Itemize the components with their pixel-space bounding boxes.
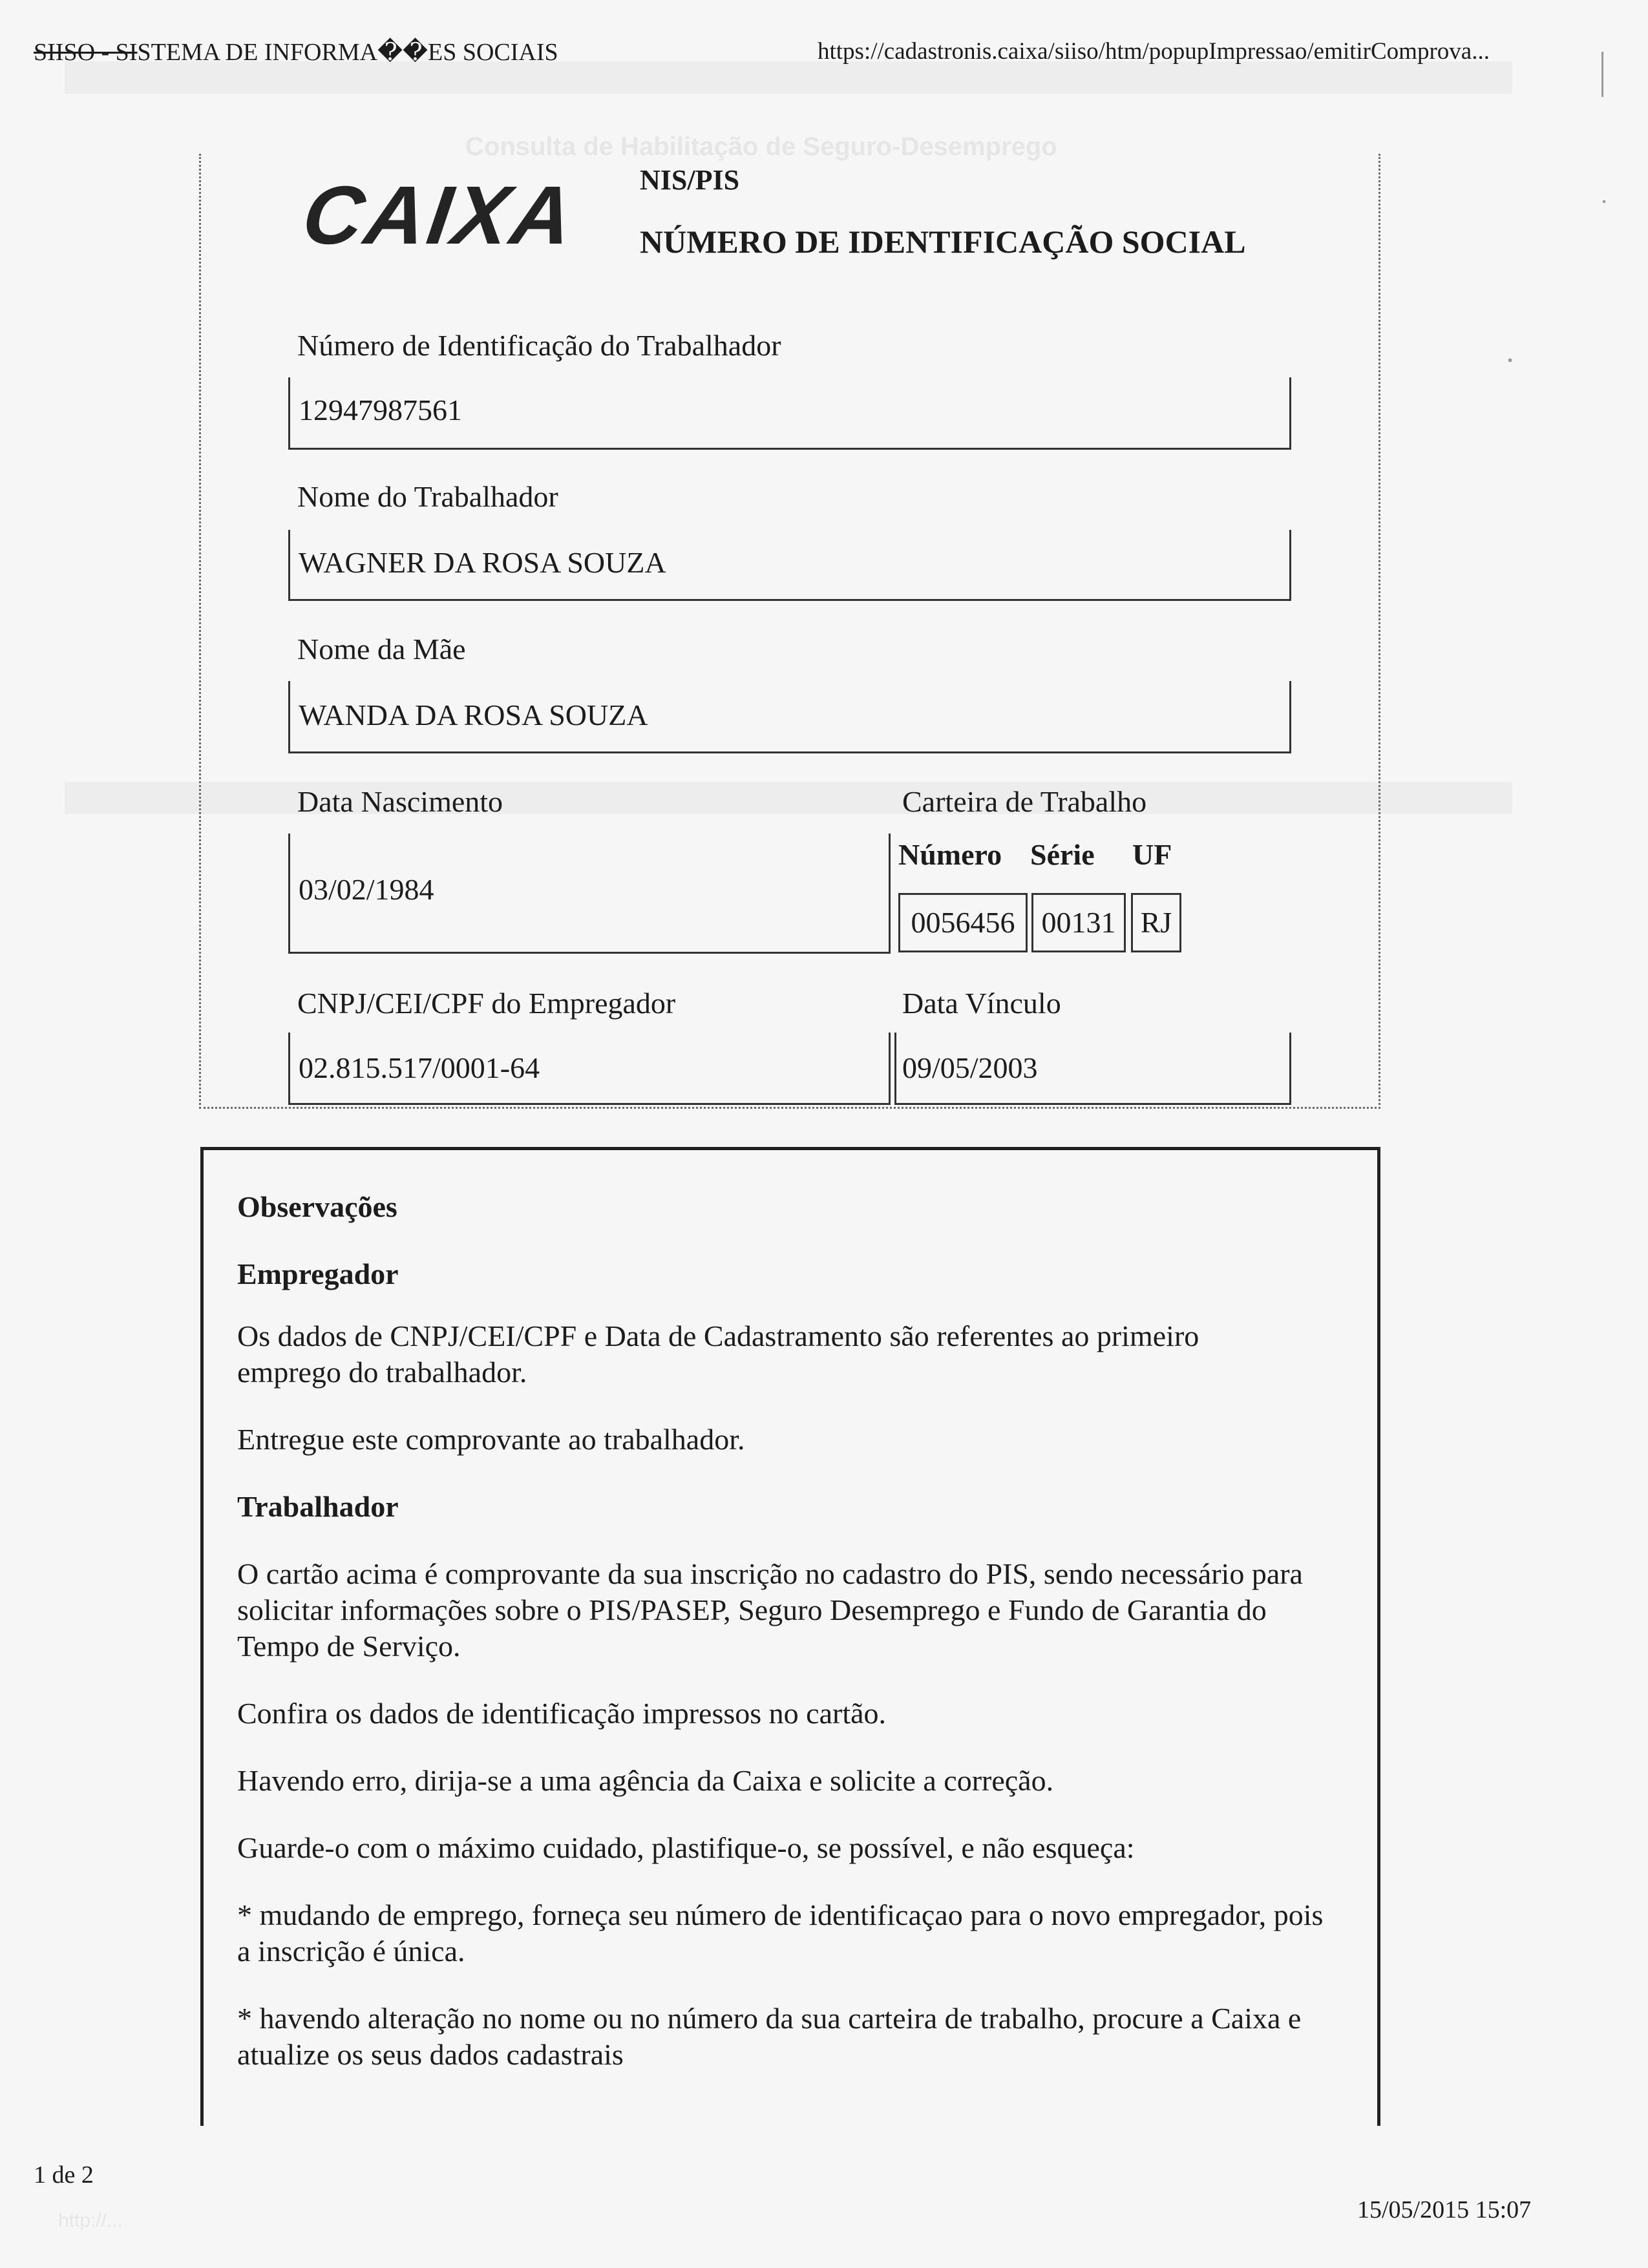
scan-mark [1601, 52, 1603, 97]
worker-name-label: Nome do Trabalhador [297, 480, 558, 513]
employer-paragraph-2: Entregue este comprovante ao trabalhador. [237, 1423, 745, 1456]
ctps-serie-value: 00131 [1031, 893, 1126, 952]
print-datetime: 15/05/2015 15:07 [1357, 2196, 1532, 2223]
worker-name-value: WAGNER DA ROSA SOUZA [299, 546, 666, 579]
nit-value: 12947987561 [299, 394, 462, 426]
ctps-numero-header: Número [898, 838, 1002, 871]
worker-paragraph-6: * havendo alteração no nome ou no número da sua carteira de trabalho, procure a Caixa e atualize os seus dados cadastrais [237, 2002, 1302, 2071]
birth-date-value: 03/02/1984 [299, 873, 434, 906]
worker-paragraph-5: * mudando de emprego, forneça seu número de identificaçao para o novo empregador, pois a inscrição é única. [237, 1898, 1324, 1968]
employer-id-label: CNPJ/CEI/CPF do Empregador [297, 987, 676, 1020]
bond-date-value: 09/05/2003 [902, 1051, 1038, 1084]
employer-heading: Empregador [237, 1257, 399, 1290]
worker-paragraph-3: Havendo erro, dirija-se a uma agência da Caixa e solicite a correção. [237, 1764, 1054, 1797]
employer-id-value: 02.815.517/0001-64 [299, 1051, 540, 1084]
nit-label: Número de Identificação do Trabalhador [297, 329, 781, 362]
print-header-title: SIISO - SISTEMA DE INFORMA��ES SOCIAIS [34, 39, 558, 66]
worker-paragraph-2: Confira os dados de identificação impressos no cartão. [237, 1697, 887, 1730]
mother-name-value: WANDA DA ROSA SOUZA [299, 698, 648, 731]
worker-paragraph-1: O cartão acima é comprovante da sua inscrição no cadastro do PIS, sendo necessário para solicitar informações sobre o PIS/PASEP, Seguro Desemprego e Fundo de Garantia do Tempo de Serviço. [237, 1557, 1303, 1663]
caixa-logo: CAIXA [297, 169, 581, 262]
ctps-serie-header: Série [1030, 838, 1095, 871]
ctps-numero-value: 0056456 [898, 893, 1028, 952]
scan-mark [1508, 359, 1512, 362]
observations-box [200, 1147, 1380, 2126]
bond-date-label: Data Vínculo [902, 987, 1061, 1020]
ctps-uf-value: RJ [1131, 893, 1181, 952]
bleed-through-text: http://... [58, 2210, 123, 2231]
bleed-through-text: Consulta de Habilitação de Seguro-Desemprego [465, 132, 1057, 161]
worker-paragraph-4: Guarde-o com o máximo cuidado, plastifique-o, se possível, e não esqueça: [237, 1831, 1135, 1864]
ctps-label: Carteira de Trabalho [902, 785, 1147, 818]
card-subtitle: NÚMERO DE IDENTIFICAÇÃO SOCIAL [640, 224, 1246, 260]
employer-paragraph-1: Os dados de CNPJ/CEI/CPF e Data de Cadastramento são referentes ao primeiro emprego do trabalhador. [237, 1319, 1199, 1389]
observations-title: Observações [237, 1190, 397, 1223]
nis-pis-card [199, 154, 1380, 1109]
ctps-uf-header: UF [1132, 838, 1172, 871]
card-title: NIS/PIS [640, 164, 740, 196]
observations-content [237, 1189, 1336, 2101]
scan-mark [1603, 200, 1605, 203]
worker-heading: Trabalhador [237, 1490, 399, 1523]
mother-name-label: Nome da Mãe [297, 633, 466, 666]
birth-date-label: Data Nascimento [297, 785, 503, 818]
print-header-url: https://cadastronis.caixa/siiso/htm/popupImpressao/emitirComprova... [818, 38, 1490, 65]
page-counter: 1 de 2 [34, 2161, 94, 2189]
